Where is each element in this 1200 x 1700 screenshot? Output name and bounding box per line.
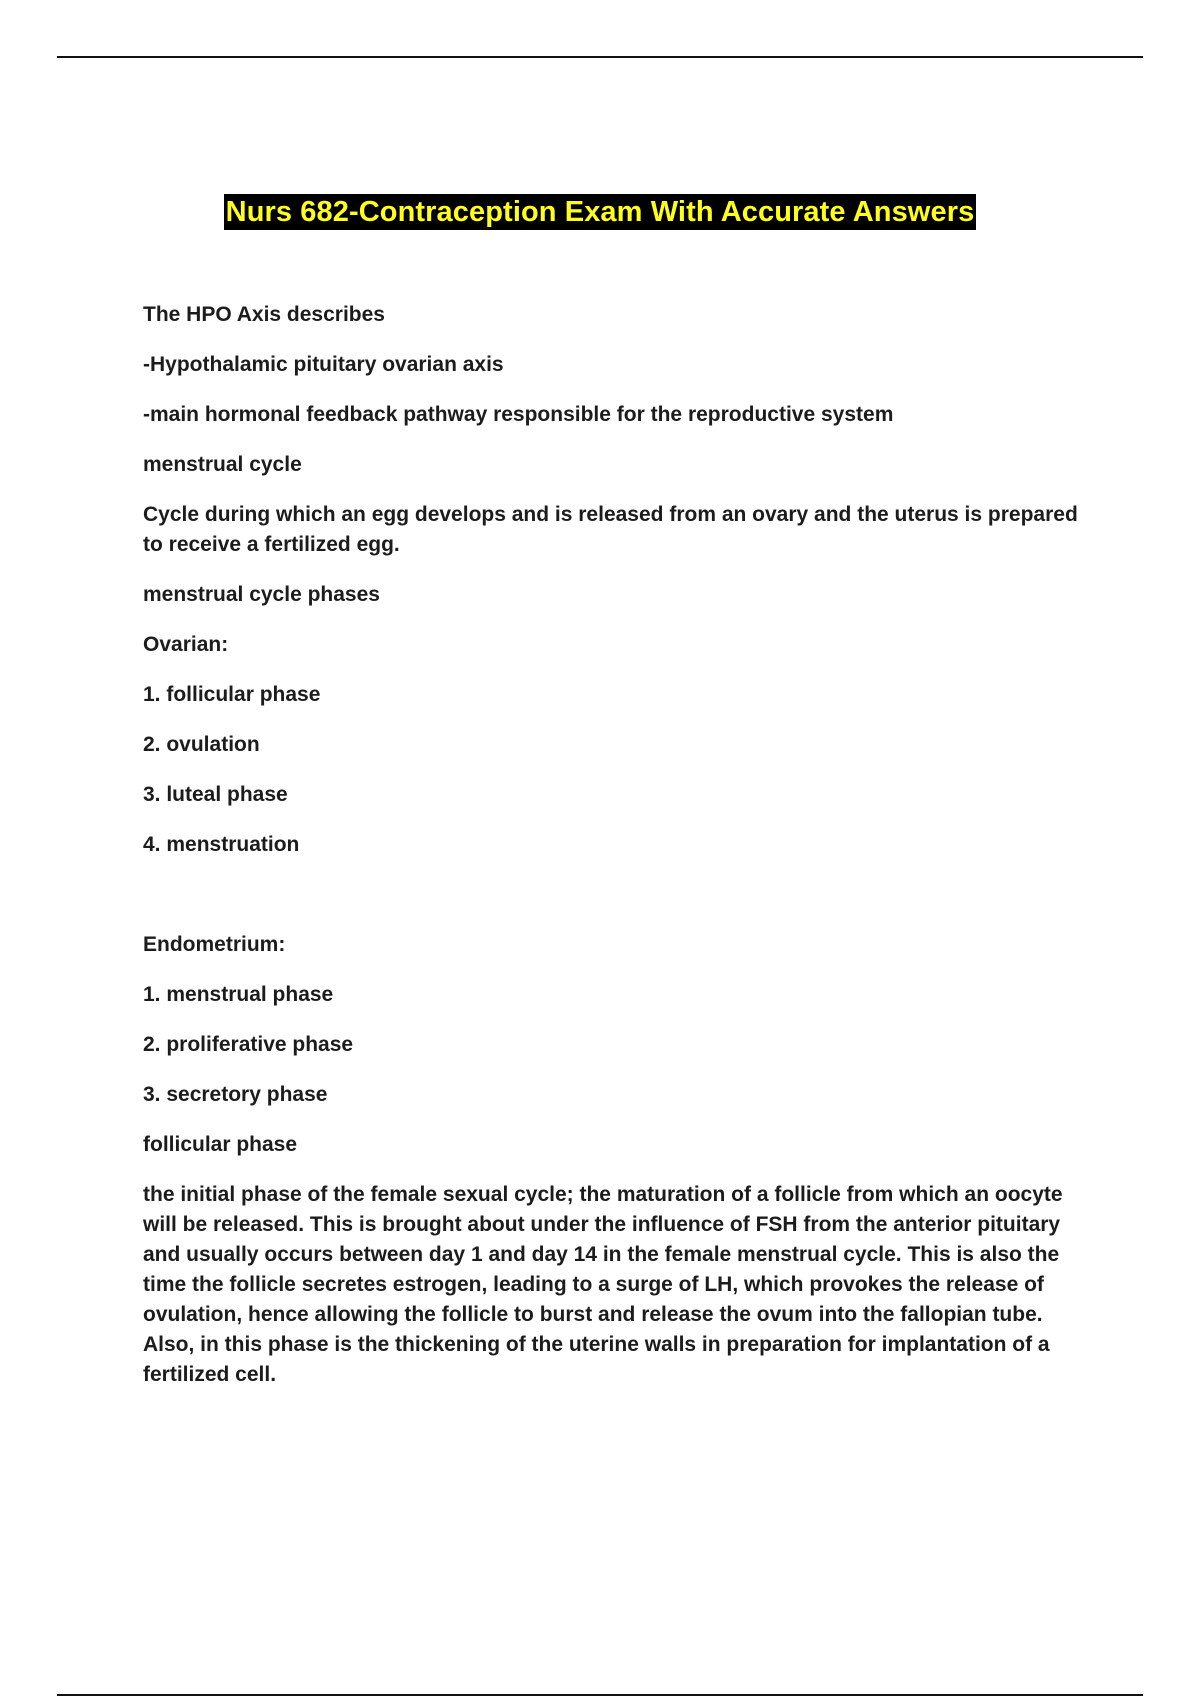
document-title: Nurs 682-Contraception Exam With Accurate Answers (225, 196, 975, 228)
question-hpo-axis: The HPO Axis describes (143, 303, 385, 326)
answer-hpo-line-2: -main hormonal feedback pathway responsible for the reproductive system (143, 403, 894, 426)
ovarian-heading: Ovarian: (143, 633, 229, 656)
endometrium-heading: Endometrium: (143, 933, 286, 956)
ovarian-item-4: 4. menstruation (143, 833, 300, 856)
question-menstrual-cycle-phases: menstrual cycle phases (143, 583, 380, 606)
section-gap (143, 880, 1093, 930)
endometrium-item-3: 3. secretory phase (143, 1083, 328, 1106)
footer-rule (57, 1694, 1143, 1696)
title-container (0, 194, 1200, 230)
ovarian-item-3: 3. luteal phase (143, 783, 288, 806)
endometrium-item-1: 1. menstrual phase (143, 983, 334, 1006)
document-body (143, 300, 1093, 1410)
question-menstrual-cycle: menstrual cycle (143, 453, 302, 476)
ovarian-item-1: 1. follicular phase (143, 683, 321, 706)
answer-hpo-line-1: -Hypothalamic pituitary ovarian axis (143, 353, 504, 376)
ovarian-item-2: 2. ovulation (143, 733, 260, 756)
endometrium-item-2: 2. proliferative phase (143, 1033, 354, 1056)
question-follicular-phase: follicular phase (143, 1133, 298, 1156)
answer-follicular-phase: the initial phase of the female sexual cycle; the maturation of a follicle from which an oocyte will be released. This is brought about under the influence of FSH from the anterior pituitary and usually occurs between day 1 and day 14 in the female menstrual cycle. This is also the time the follicle secretes estrogen, leading to a surge of LH, which provokes the release of ovulation, hence allowing the follicle to burst and release the ovum into the fallopian tube. Also, in this phase is the thickening of the uterine walls in preparation for implantation of a fertilized cell. (143, 1183, 1063, 1386)
answer-menstrual-cycle: Cycle during which an egg develops and is released from an ovary and the uterus is prepared to receive a fertilized egg. (143, 503, 1078, 556)
header-rule (57, 56, 1143, 58)
